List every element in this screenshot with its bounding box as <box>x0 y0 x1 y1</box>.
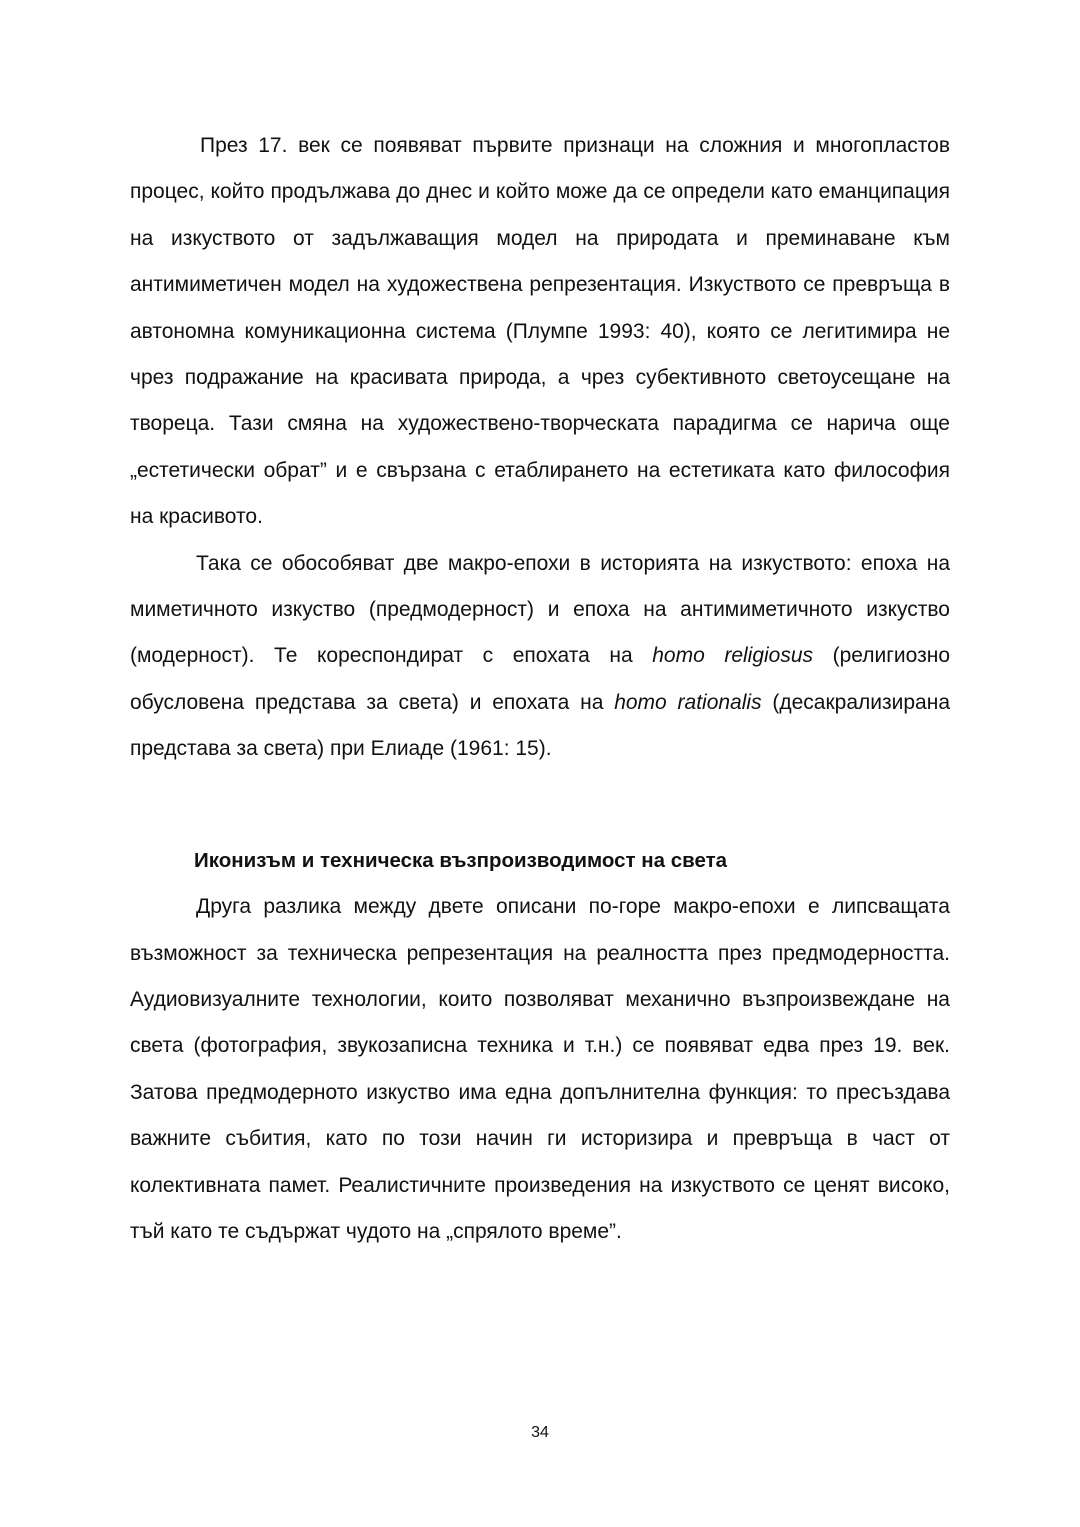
page-number: 34 <box>531 1424 549 1441</box>
paragraph-2-part-2: (религиозно обусловена представа за света) и епохата на <box>130 644 951 714</box>
paragraph-2 <box>130 541 950 773</box>
paragraph-1: През 17. век се появяват първите признаци на сложния и многопластов процес, който продължава до днес и който може да се определи като еманципация на изкуството от задължаващия модел на природата и преминаване към антимиметичен модел на художествена репрезентация. Изкуството се превръща в автономна комуникационна система (Плумпе 1993: 40), която се легитимира не чрез подражание на красивата природа, а чрез субективното светоусещане на твореца. Тази смяна на художествено-творческата парадигма се нарича още „естетически обрат” и е свързана с етаблирането на естетиката като философия на красивото. <box>130 134 950 529</box>
paragraph-2-part-3: (десакрализирана представа за света) при Елиаде (1961: 15). <box>130 690 951 761</box>
term-homo-religiosus: homo religiosus <box>652 644 814 668</box>
paragraph-2-part-1: Така се обособяват две макро-епохи в историята на изкуството: епоха на миметичното изкуство (предмодерност) и епоха на антимиметичното изкуство (модерност). Те кореспондират с епохата на <box>130 551 950 668</box>
paragraph-3: Друга разлика между двете описани по-горе макро-епохи е липсващата възможност за техническа репрезентация на реалността през предмодерността. Аудиовизуалните технологии, които позволяват механично възпроизвеждане на света (фотография, звукозаписна техника и т.н.) се появяват едва през 19. век. Затова предмодерното изкуство има една допълнителна функция: то пресъздава важните събития, като по този начин ги историзира и превръща в част от колективната памет. Реалистичните произведения на изкуството се ценят високо, тъй като те съдържат чудото на „спрялото време”. <box>130 895 950 1243</box>
term-homo-rationalis: homo rationalis <box>614 690 762 714</box>
section-heading: Иконизъм и техническа възпроизводимост на света <box>194 848 728 872</box>
body-text <box>130 123 950 1255</box>
